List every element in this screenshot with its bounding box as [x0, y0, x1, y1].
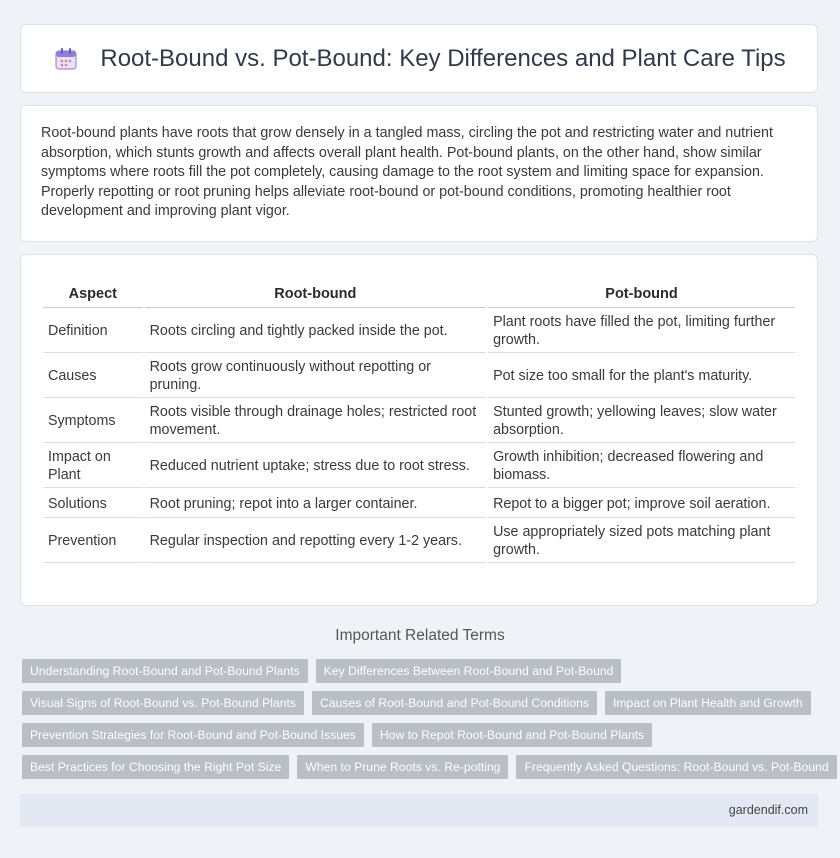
- table-row: [43, 520, 795, 563]
- table-row: [43, 310, 795, 353]
- related-term-link[interactable]: When to Prune Roots vs. Re-potting: [297, 755, 508, 779]
- table-header-row: [43, 281, 795, 308]
- row-aspect: Definition: [43, 310, 143, 353]
- table-row: [43, 490, 795, 518]
- table-row: [43, 445, 795, 488]
- row-pot-bound: Repot to a bigger pot; improve soil aeration.: [488, 490, 795, 518]
- header-pot-bound: Pot-bound: [488, 281, 795, 308]
- row-pot-bound: Stunted growth; yellowing leaves; slow water absorption.: [488, 400, 795, 443]
- related-terms-title: Important Related Terms: [335, 627, 505, 644]
- intro-card: [20, 105, 818, 242]
- related-term-link[interactable]: How to Repot Root-Bound and Pot-Bound Plants: [372, 723, 652, 747]
- row-aspect: Symptoms: [43, 400, 143, 443]
- calendar-icon: [52, 45, 80, 73]
- related-terms-list: [22, 659, 829, 787]
- comparison-table: [41, 279, 797, 565]
- comparison-card: [20, 254, 818, 606]
- related-term-link[interactable]: Best Practices for Choosing the Right Pot Size: [22, 755, 289, 779]
- related-term-link[interactable]: Causes of Root-Bound and Pot-Bound Conditions: [312, 691, 597, 715]
- row-aspect: Prevention: [43, 520, 143, 563]
- intro-text: Root-bound plants have roots that grow densely in a tangled mass, circling the pot and restricting water and nutrient absorption, which stunts growth and affects overall plant health. Pot-bound plants, on the other hand, show similar symptoms where roots fill the pot completely, causing damage to the root system and limiting space for expansion. Properly repotting or root pruning helps alleviate root-bound or pot-bound conditions, promoting healthier root development and improving plant vigor.: [41, 125, 773, 220]
- page-header: [20, 24, 818, 93]
- related-term-link[interactable]: Key Differences Between Root-Bound and Pot-Bound: [316, 659, 622, 683]
- header-root-bound: Root-bound: [145, 281, 486, 308]
- related-term-link[interactable]: Understanding Root-Bound and Pot-Bound Plants: [22, 659, 308, 683]
- row-root-bound: Roots visible through drainage holes; restricted root movement.: [145, 400, 486, 443]
- row-pot-bound: Use appropriately sized pots matching plant growth.: [488, 520, 795, 563]
- related-term-link[interactable]: Impact on Plant Health and Growth: [605, 691, 811, 715]
- row-aspect: Impact on Plant: [43, 445, 143, 488]
- site-link[interactable]: gardendif.com: [728, 803, 808, 817]
- footer: [20, 794, 818, 827]
- row-pot-bound: Growth inhibition; decreased flowering and biomass.: [488, 445, 795, 488]
- row-root-bound: Root pruning; repot into a larger container.: [145, 490, 486, 518]
- row-root-bound: Roots grow continuously without repotting or pruning.: [145, 355, 486, 398]
- row-root-bound: Regular inspection and repotting every 1-2 years.: [145, 520, 486, 563]
- related-term-link[interactable]: Prevention Strategies for Root-Bound and Pot-Bound Issues: [22, 723, 364, 747]
- table-row: [43, 355, 795, 398]
- row-aspect: Causes: [43, 355, 143, 398]
- header-aspect: Aspect: [43, 281, 143, 308]
- related-term-link[interactable]: Visual Signs of Root-Bound vs. Pot-Bound Plants: [22, 691, 304, 715]
- row-pot-bound: Plant roots have filled the pot, limiting further growth.: [488, 310, 795, 353]
- related-term-link[interactable]: Frequently Asked Questions: Root-Bound vs. Pot-Bound: [516, 755, 836, 779]
- row-pot-bound: Pot size too small for the plant's maturity.: [488, 355, 795, 398]
- row-root-bound: Reduced nutrient uptake; stress due to root stress.: [145, 445, 486, 488]
- row-root-bound: Roots circling and tightly packed inside the pot.: [145, 310, 486, 353]
- page-title: Root-Bound vs. Pot-Bound: Key Differences and Plant Care Tips: [100, 44, 786, 72]
- table-row: [43, 400, 795, 443]
- row-aspect: Solutions: [43, 490, 143, 518]
